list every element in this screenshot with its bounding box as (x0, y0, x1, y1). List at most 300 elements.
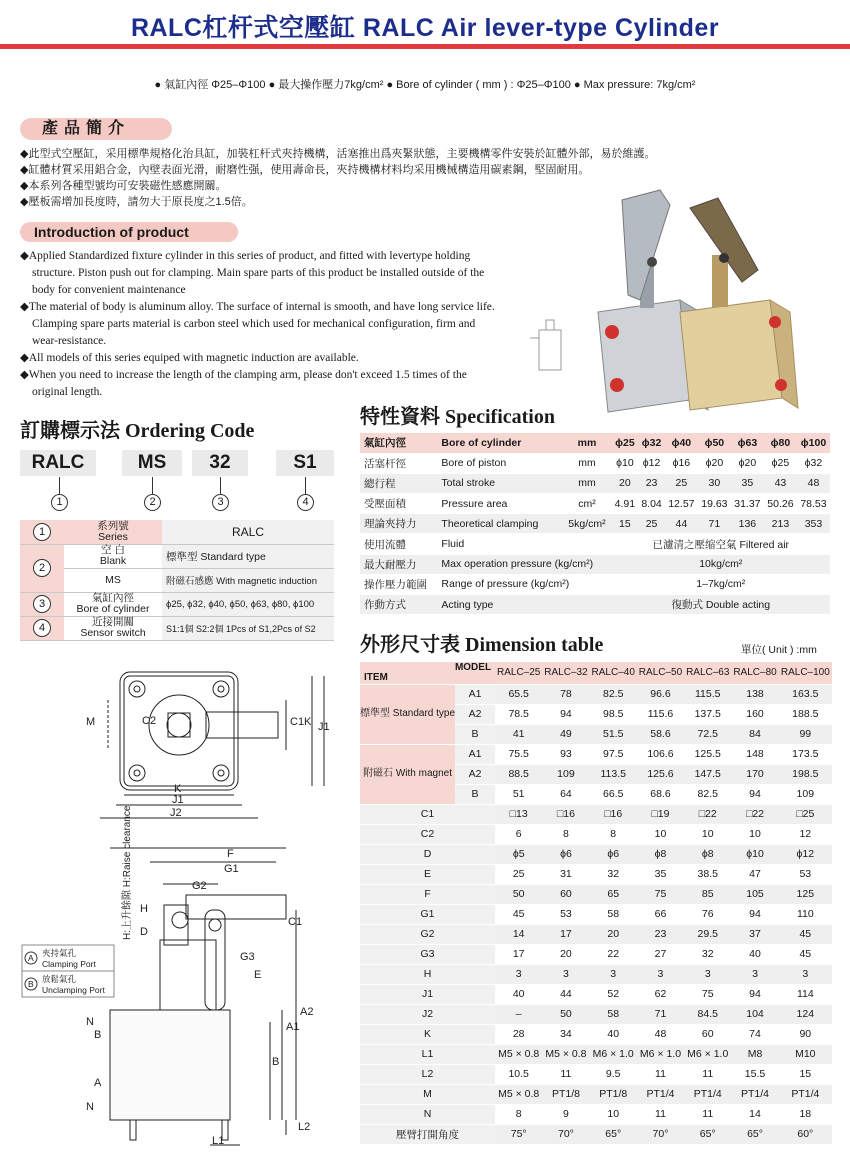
dim-label-c2: C2 (142, 715, 157, 727)
dimension-table (360, 662, 832, 1145)
dimension-value: 148 (731, 744, 778, 764)
dim-label-g3: G3 (240, 951, 255, 963)
dimension-row (360, 1064, 832, 1084)
dimension-value: 11 (637, 1064, 684, 1084)
dimension-label: G3 (360, 944, 495, 964)
row-label-en: Bore of cylinder (76, 603, 150, 615)
dimension-value: 115.5 (684, 684, 731, 704)
code-bore: 32 (192, 450, 248, 476)
code-sensor: S1 (276, 450, 334, 476)
dimension-value: □16 (542, 804, 589, 824)
dimension-value: ϕ8 (684, 844, 731, 864)
raise-clearance-label: H:上升餘隙 H:Raise clearance (122, 805, 133, 940)
dimension-value: 3 (779, 964, 832, 984)
dimension-value: M10 (779, 1044, 832, 1064)
spec-value: 10kg/cm² (612, 554, 830, 574)
dimension-value: 10 (731, 824, 778, 844)
model-header-cell: RALC–25 (495, 662, 542, 684)
spec-value: 78.53 (797, 494, 830, 514)
dimension-value: 104 (731, 1004, 778, 1024)
dimension-label: 壓臂打開角度 (360, 1124, 495, 1144)
dimension-value: 51.5 (590, 724, 637, 744)
spec-value: 19.63 (698, 494, 731, 514)
spec-value: 1–7kg/cm² (612, 574, 830, 594)
dimension-value: 160 (731, 704, 778, 724)
dim-label-j1: J1 (318, 721, 330, 733)
spec-row (360, 554, 830, 574)
dimension-value: 65° (590, 1124, 637, 1144)
dimension-value: 82.5 (590, 684, 637, 704)
dimension-label: D (360, 844, 495, 864)
dimension-label: L1 (360, 1044, 495, 1064)
dimension-row (360, 1044, 832, 1064)
ordering-table (20, 520, 334, 641)
dim-label-n-bottom: N (86, 1101, 94, 1113)
intro-en-heading: Introduction of product (20, 222, 238, 242)
sub-label: A1 (455, 744, 495, 764)
dimension-value: 53 (779, 864, 832, 884)
dimension-value: 70° (542, 1124, 589, 1144)
dimension-value: 34 (542, 1024, 589, 1044)
legend-en-a: Clamping Port (42, 959, 96, 969)
sub-label: A2 (455, 764, 495, 784)
small-sketch-icon (530, 320, 561, 370)
spec-label-cn: 理論夾持力 (360, 514, 437, 534)
spec-value: 復動式 Double acting (612, 595, 830, 615)
spec-value: 136 (731, 514, 764, 534)
code-series: RALC (20, 450, 96, 476)
row-value: 附磁石感應 With magnetic induction (162, 568, 334, 592)
legend-cn-b: 放鬆氣孔 (42, 974, 77, 984)
side-view-drawing (110, 848, 296, 1145)
dimension-label: L2 (360, 1064, 495, 1084)
spec-label-en: Total stroke (437, 473, 562, 493)
spec-value: 71 (698, 514, 731, 534)
dimension-value: 75 (637, 884, 684, 904)
dim-label-c1: C1 (290, 716, 305, 728)
spec-value: 15 (612, 514, 639, 534)
dimension-value: 3 (637, 964, 684, 984)
model-header-cell: RALC–32 (542, 662, 589, 684)
dimension-value: 115.6 (637, 704, 684, 724)
dimension-label: C1 (360, 804, 495, 824)
dimension-label: C2 (360, 824, 495, 844)
row-label-en: Sensor switch (80, 627, 146, 639)
dimension-value: 15 (779, 1064, 832, 1084)
dimension-header-row (360, 662, 832, 684)
unit-note: 單位( Unit ) :mm (741, 644, 817, 656)
dimension-value: □13 (495, 804, 542, 824)
dimension-value: ϕ8 (637, 844, 684, 864)
dimension-value: M5 × 0.8 (542, 1044, 589, 1064)
code-number: 3 (212, 494, 229, 511)
group-label: 附磁石 With magnet (360, 744, 455, 804)
dimension-value: 17 (542, 924, 589, 944)
dimension-value: 47 (731, 864, 778, 884)
dimension-value: 58.6 (637, 724, 684, 744)
dimension-value: 78 (542, 684, 589, 704)
dimension-value: 11 (637, 1104, 684, 1124)
dimension-label: M (360, 1084, 495, 1104)
group-label: 標準型 Standard type (360, 684, 455, 744)
dimension-value: 66.5 (590, 784, 637, 804)
item-header: ITEM (364, 671, 388, 683)
dimension-row (360, 684, 832, 704)
dimension-row (360, 884, 832, 904)
dimension-value: 62 (637, 984, 684, 1004)
spec-value: 31.37 (731, 494, 764, 514)
dimension-value: 124 (779, 1004, 832, 1024)
dim-label-g1: G1 (224, 863, 239, 875)
dimension-value: 3 (542, 964, 589, 984)
dimension-value: 125 (779, 884, 832, 904)
dimension-value: 12 (779, 824, 832, 844)
dimension-value: 137.5 (684, 704, 731, 724)
row-label-cn: MS (64, 568, 162, 592)
dimension-value: 11 (542, 1064, 589, 1084)
dimension-value: 38.5 (684, 864, 731, 884)
table-row (20, 544, 334, 568)
dim-label-k: K (304, 716, 312, 728)
code-tick (152, 477, 153, 494)
spec-row (360, 494, 830, 514)
spec-row (360, 595, 830, 615)
dimension-value: 113.5 (590, 764, 637, 784)
intro-cn-item: ◆缸體材質采用鋁合金，內壁表面光滑，耐磨性强，使用壽命長，夾持機構材料均采用機械構造用碳素鋼，堅固耐用。 (20, 164, 590, 176)
model-header-cell: RALC–63 (684, 662, 731, 684)
dimension-value: 78.5 (495, 704, 542, 724)
spec-value: 已濾清之壓缩空氣 Filtered air (612, 534, 830, 554)
dimension-value: 125.6 (637, 764, 684, 784)
dimension-title: 外形尺寸表 Dimension table (360, 634, 604, 656)
dimension-value: □25 (779, 804, 832, 824)
dim-label-h: H (140, 903, 148, 915)
dimension-value: 17 (495, 944, 542, 964)
dimension-value: ϕ5 (495, 844, 542, 864)
dimension-value: 32 (684, 944, 731, 964)
dim-label-g2: G2 (192, 880, 207, 892)
spec-header-cell: ϕ63 (731, 433, 764, 453)
spec-header-cell: ϕ50 (698, 433, 731, 453)
row-label-cn: 系列號 (97, 519, 129, 532)
dimension-value: PT1/4 (779, 1084, 832, 1104)
dimension-value: 198.5 (779, 764, 832, 784)
model-header-cell: RALC–80 (731, 662, 778, 684)
dimension-value: 53 (542, 904, 589, 924)
dimension-value: 11 (684, 1104, 731, 1124)
dimension-value: 60 (542, 884, 589, 904)
dimension-value: M6 × 1.0 (590, 1044, 637, 1064)
page-title: RALC杠杆式空壓缸 RALC Air lever-type Cylinder (130, 14, 720, 42)
spec-value: 44 (665, 514, 698, 534)
spec-value: 4.91 (612, 494, 639, 514)
code-tick (220, 477, 221, 494)
dimension-value: 170 (731, 764, 778, 784)
dimension-value: PT1/4 (731, 1084, 778, 1104)
dim-label-l2: L2 (298, 1121, 311, 1133)
intro-cn-item: ◆壓板需增加長度時，請勿大于原長度之1.5倍。 (20, 196, 253, 208)
dimension-label: F (360, 884, 495, 904)
dimension-value: 65 (590, 884, 637, 904)
spec-value: 8.04 (638, 494, 665, 514)
dimension-label: K (360, 1024, 495, 1044)
row-label-cn: 近接開關 (92, 616, 134, 628)
item-model-corner (360, 662, 495, 684)
row-value: S1:1個 S2:2個 1Pcs of S1,2Pcs of S2 (162, 616, 334, 640)
spec-value: ϕ20 (698, 453, 731, 473)
dimension-value: 163.5 (779, 684, 832, 704)
spec-label-cn: 操作壓力範圍 (360, 574, 437, 594)
dimension-row (360, 824, 832, 844)
intro-en-item: ◆When you need to increase the length of the clamping arm, please don't exceed 1.5 times of the original length. (20, 369, 467, 398)
dimension-value: 96.6 (637, 684, 684, 704)
dimension-value: 65° (684, 1124, 731, 1144)
dimension-value: 32 (590, 864, 637, 884)
dimension-value: 49 (542, 724, 589, 744)
dimension-value: 58 (590, 1004, 637, 1024)
spec-label-en: Pressure area (437, 494, 562, 514)
dimension-value: 94 (731, 984, 778, 1004)
spec-value: 50.26 (764, 494, 797, 514)
spec-unit: cm² (562, 494, 611, 514)
dimension-value: 45 (779, 944, 832, 964)
dim-label-k-bottom: K (174, 783, 182, 795)
dimension-value: □22 (731, 804, 778, 824)
dimension-value: 106.6 (637, 744, 684, 764)
dimension-row (360, 984, 832, 1004)
row-label-cn: 空 白 (101, 544, 125, 556)
dimension-value: 60 (684, 1024, 731, 1044)
dimension-value: 27 (637, 944, 684, 964)
dimension-value: 93 (542, 744, 589, 764)
dimension-value: 48 (637, 1024, 684, 1044)
port-legend (22, 945, 114, 997)
table-row (20, 592, 334, 616)
dimension-value: M6 × 1.0 (684, 1044, 731, 1064)
dimension-value: 31 (542, 864, 589, 884)
dimension-value: 28 (495, 1024, 542, 1044)
dimension-value: PT1/4 (684, 1084, 731, 1104)
spec-value: ϕ10 (612, 453, 639, 473)
spec-header-cell: ϕ25 (612, 433, 639, 453)
row-number: 3 (33, 595, 51, 613)
spec-value: ϕ16 (665, 453, 698, 473)
dimension-value: 44 (542, 984, 589, 1004)
spec-row (360, 453, 830, 473)
gold-cylinder-icon (680, 198, 798, 410)
dimension-value: 125.5 (684, 744, 731, 764)
spec-header-row (360, 433, 830, 453)
dimension-value: 45 (495, 904, 542, 924)
top-view-drawing (100, 672, 324, 818)
dimension-value: 75.5 (495, 744, 542, 764)
dimension-value: 3 (684, 964, 731, 984)
dimension-label: G2 (360, 924, 495, 944)
spec-value: ϕ32 (797, 453, 830, 473)
dimension-value: ϕ12 (779, 844, 832, 864)
dim-label-d: D (140, 926, 148, 938)
intro-cn-item: ◆本系列各種型號均可安裝磁性感應開關。 (20, 180, 227, 192)
dimension-value: 3 (495, 964, 542, 984)
dimension-value: 94 (731, 904, 778, 924)
dimension-value: 40 (590, 1024, 637, 1044)
row-value: RALC (162, 520, 334, 544)
dimension-value: M6 × 1.0 (637, 1044, 684, 1064)
model-header: MODEL (454, 661, 492, 673)
spec-table (360, 433, 830, 615)
dimension-value: 14 (731, 1104, 778, 1124)
dimension-value: 15.5 (731, 1064, 778, 1084)
dimension-value: 84 (731, 724, 778, 744)
dimension-value: 8 (542, 824, 589, 844)
dim-label-f: F (227, 848, 234, 860)
spec-value: 213 (764, 514, 797, 534)
intro-cn-item: ◆此型式空壓缸，采用標準規格化治具缸，加裝杠杆式夾持機構，活塞推出爲夾緊狀態，主要機構零件安裝於缸體外部，易於維護。 (20, 148, 656, 160)
dim-label-m: M (86, 716, 96, 728)
spec-value: ϕ25 (764, 453, 797, 473)
spec-value: 25 (665, 473, 698, 493)
dimension-row (360, 1024, 832, 1044)
dimension-value: 99 (779, 724, 832, 744)
dimension-value: 3 (590, 964, 637, 984)
dimension-value: 29.5 (684, 924, 731, 944)
dimension-value: 74 (731, 1024, 778, 1044)
dimension-label: J2 (360, 1004, 495, 1024)
dimension-value: 82.5 (684, 784, 731, 804)
dimension-value: ϕ6 (542, 844, 589, 864)
spec-label-cn: 受壓面積 (360, 494, 437, 514)
dimension-value: 6 (495, 824, 542, 844)
spec-row (360, 574, 830, 594)
dimension-value: PT1/4 (637, 1084, 684, 1104)
dimension-row (360, 744, 832, 764)
dim-label-a1: A1 (286, 1021, 300, 1033)
dimension-value: 65° (731, 1124, 778, 1144)
spec-header-cell: Bore of cylinder (437, 433, 562, 453)
code-tick (305, 477, 306, 494)
spec-label-en: Acting type (437, 595, 611, 615)
dimension-value: 98.5 (590, 704, 637, 724)
table-row (20, 616, 334, 640)
spec-header-cell: mm (562, 433, 611, 453)
spec-label-en: Theoretical clamping (437, 514, 562, 534)
dimension-value: 9.5 (590, 1064, 637, 1084)
dimension-value: 173.5 (779, 744, 832, 764)
dimension-value: 188.5 (779, 704, 832, 724)
sub-label: B (455, 724, 495, 744)
dimension-value: 90 (779, 1024, 832, 1044)
dimension-value: 40 (495, 984, 542, 1004)
row-value: ϕ25, ϕ32, ϕ40, ϕ50, ϕ63, ϕ80, ϕ100 (162, 592, 334, 616)
spec-value: ϕ12 (638, 453, 665, 473)
dimension-value: 110 (779, 904, 832, 924)
dimension-value: PT1/8 (542, 1084, 589, 1104)
dim-label-a2: A2 (300, 1006, 314, 1018)
spec-header-cell: ϕ32 (638, 433, 665, 453)
spec-header-cell: ϕ100 (797, 433, 830, 453)
dimension-row (360, 1004, 832, 1024)
spec-row (360, 514, 830, 534)
dimension-row (360, 1104, 832, 1124)
legend-key-b: B (28, 979, 34, 989)
spec-value: 12.57 (665, 494, 698, 514)
spec-label-cn: 使用流體 (360, 534, 437, 554)
dimension-value: 70° (637, 1124, 684, 1144)
dimension-value: 25 (495, 864, 542, 884)
row-number: 2 (33, 559, 51, 577)
legend-en-b: Unclamping Port (42, 985, 105, 995)
dimension-value: 65.5 (495, 684, 542, 704)
sub-label: A1 (455, 684, 495, 704)
dimension-label: H (360, 964, 495, 984)
dimension-value: 8 (590, 824, 637, 844)
code-number: 2 (144, 494, 161, 511)
dimension-value: – (495, 1004, 542, 1024)
spec-value: 23 (638, 473, 665, 493)
dimension-value: 18 (779, 1104, 832, 1124)
dimension-row (360, 864, 832, 884)
spec-row (360, 473, 830, 493)
spec-value: 30 (698, 473, 731, 493)
dimension-value: 109 (779, 784, 832, 804)
port-label-a: A (94, 1077, 102, 1089)
dimension-value: 22 (590, 944, 637, 964)
spec-label-en: Range of pressure (kg/cm²) (437, 574, 611, 594)
dim-label-l1: L1 (212, 1135, 225, 1147)
dimension-value: 147.5 (684, 764, 731, 784)
table-row (20, 568, 334, 592)
spec-value: 35 (731, 473, 764, 493)
dim-label-n-top: N (86, 1016, 94, 1028)
intro-cn-heading: 產品簡介 (20, 118, 172, 140)
dimension-value: 41 (495, 724, 542, 744)
spec-value: 48 (797, 473, 830, 493)
spec-unit: mm (562, 453, 611, 473)
spec-value: 43 (764, 473, 797, 493)
dimension-value: 3 (731, 964, 778, 984)
code-number: 4 (297, 494, 314, 511)
port-label-b: B (94, 1029, 102, 1041)
dimension-row (360, 1124, 832, 1144)
dimension-label: G1 (360, 904, 495, 924)
dimension-value: □19 (637, 804, 684, 824)
dimension-label: J1 (360, 984, 495, 1004)
dimension-row (360, 844, 832, 864)
dim-label-e: E (254, 969, 262, 981)
dimension-value: 51 (495, 784, 542, 804)
intro-en-item: ◆All models of this series equiped with magnetic induction are available. (20, 352, 359, 364)
dimension-value: 109 (542, 764, 589, 784)
dim-label-b: B (272, 1056, 280, 1068)
dimension-value: 84.5 (684, 1004, 731, 1024)
dimension-value: 138 (731, 684, 778, 704)
legend-key-a: A (28, 953, 34, 963)
dimension-value: 37 (731, 924, 778, 944)
spec-header-cell: ϕ80 (764, 433, 797, 453)
dimension-value: ϕ10 (731, 844, 778, 864)
legend-cn-a: 夾持氣孔 (42, 948, 77, 958)
dimension-value: 64 (542, 784, 589, 804)
dimension-value: 71 (637, 1004, 684, 1024)
dimension-value: 94 (542, 704, 589, 724)
row-label-en: Blank (99, 555, 127, 567)
ordering-title: 訂購標示法 Ordering Code (20, 420, 255, 442)
dimension-value: 9 (542, 1104, 589, 1124)
dimension-row (360, 944, 832, 964)
code-number: 1 (51, 494, 68, 511)
row-number: 4 (33, 619, 51, 637)
dimension-value: 60° (779, 1124, 832, 1144)
